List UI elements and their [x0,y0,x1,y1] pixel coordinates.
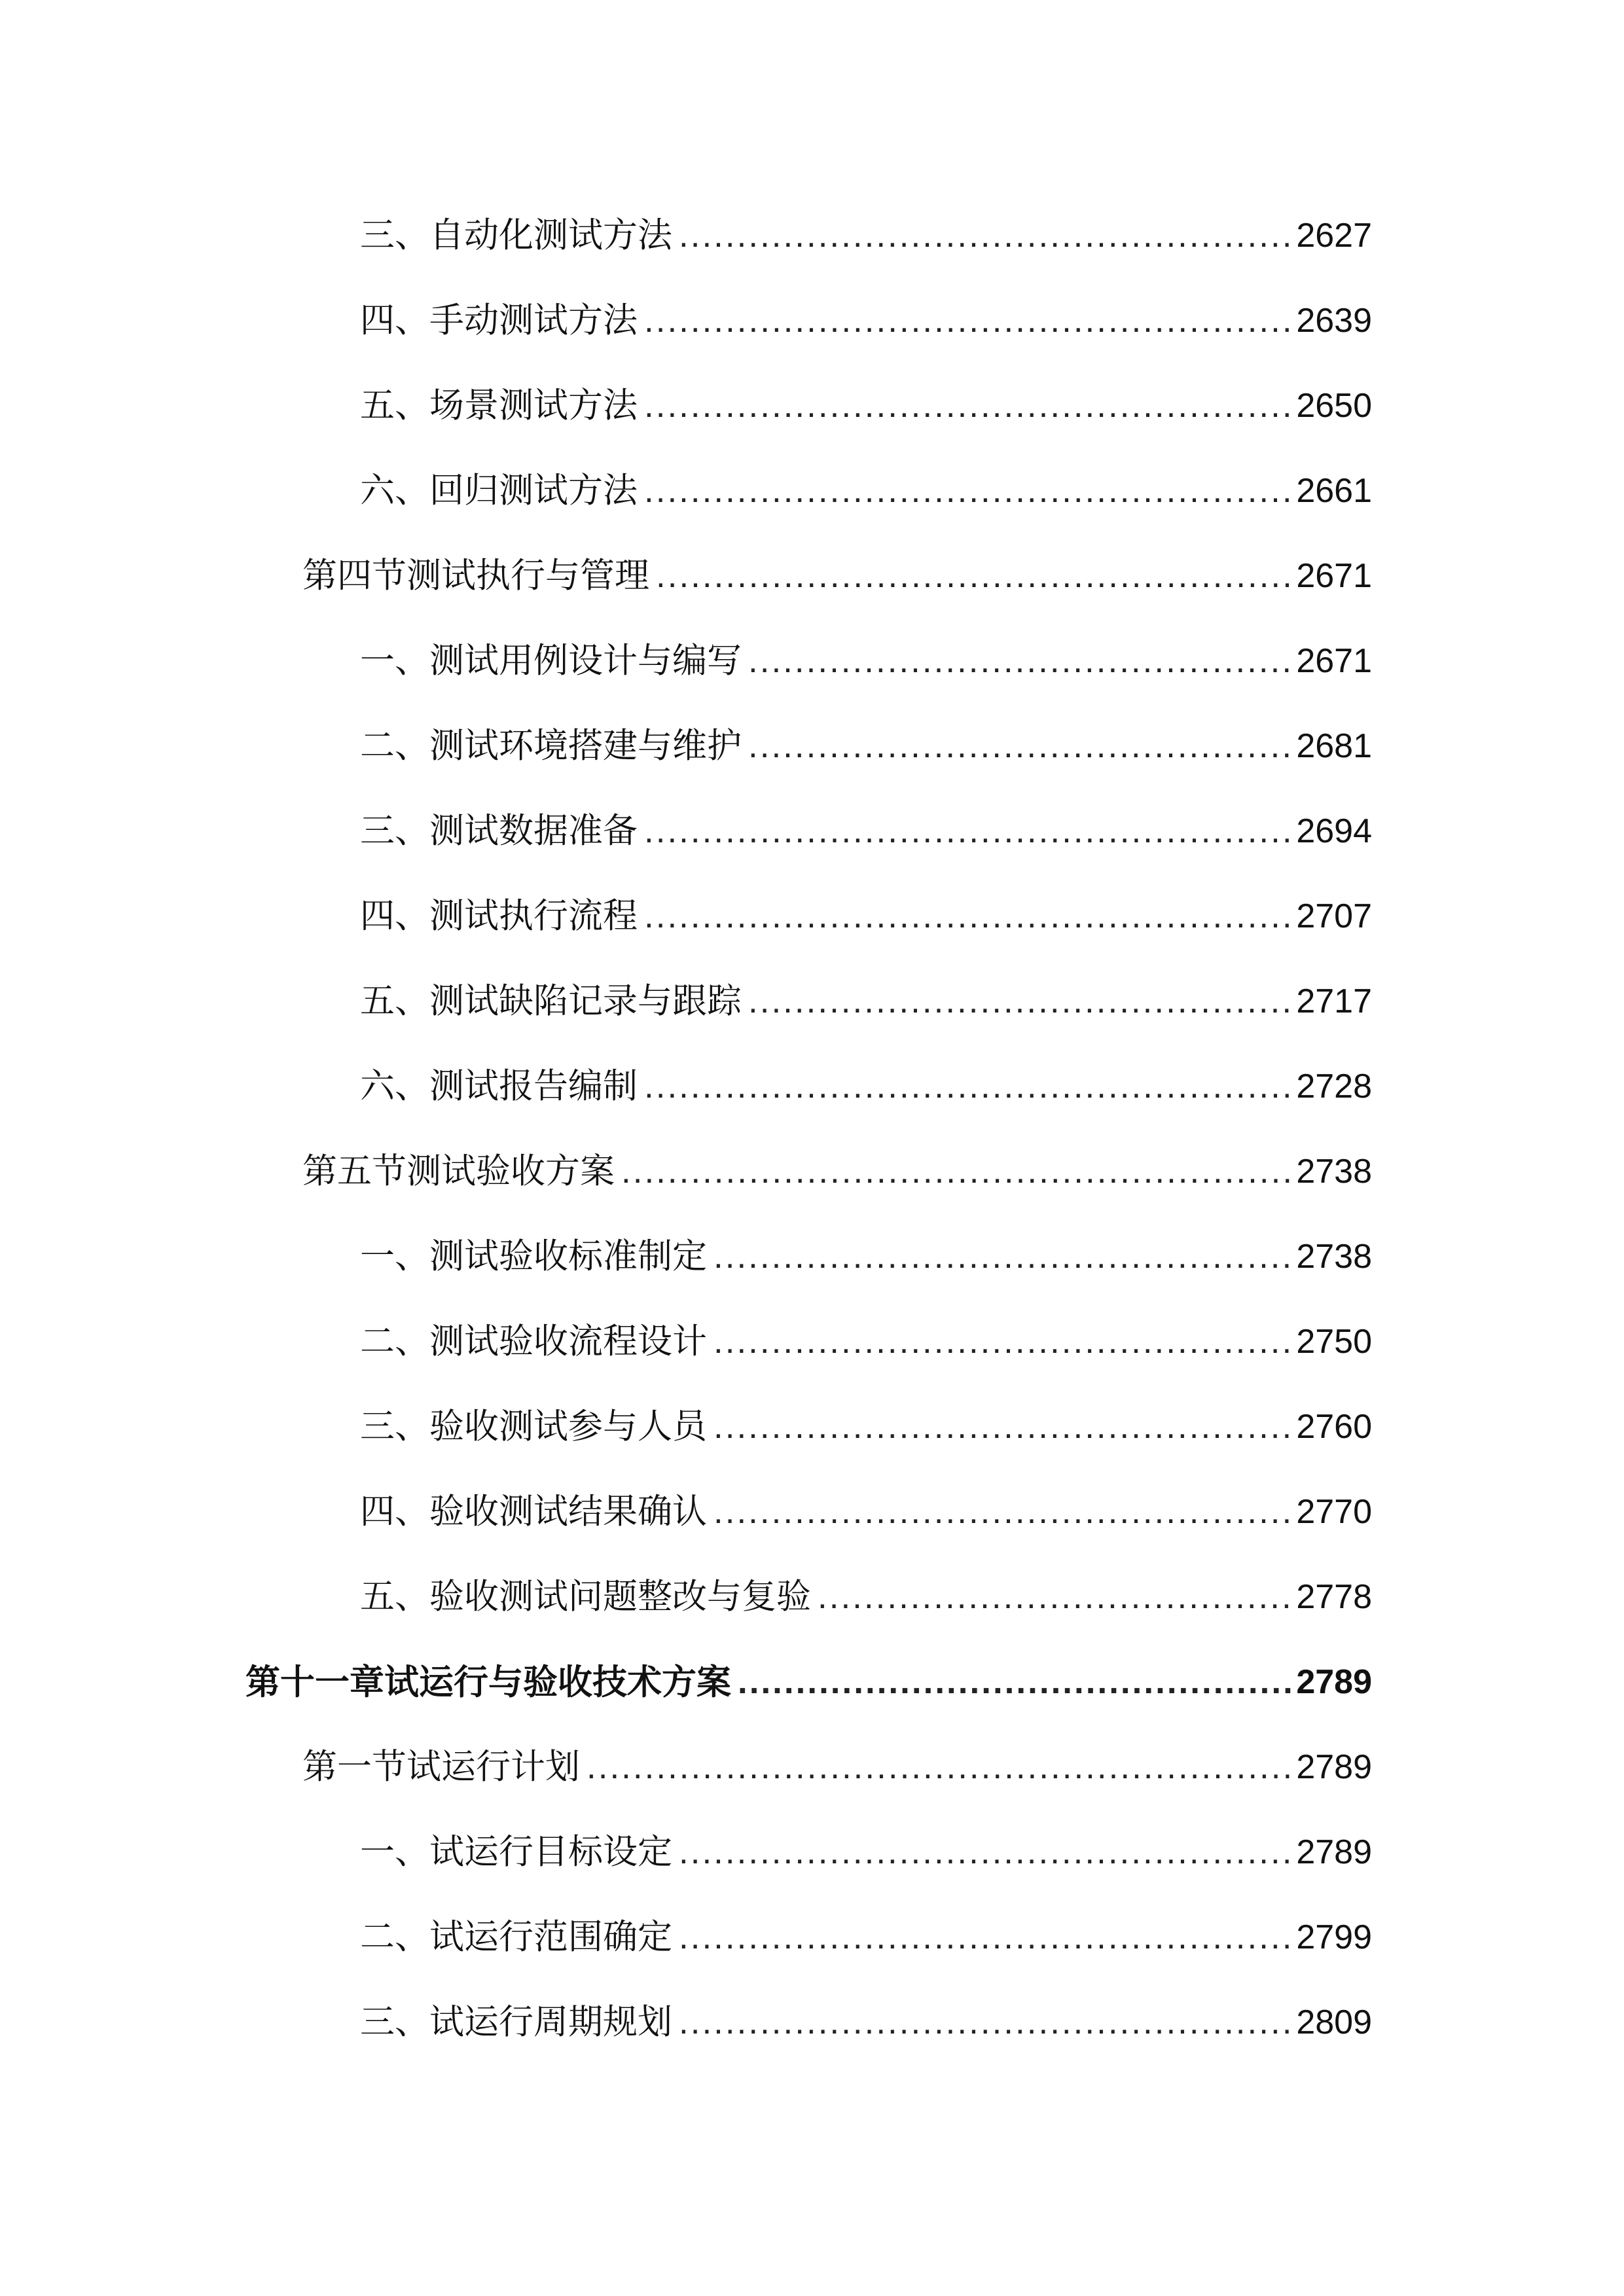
toc-page-number: 2661 [1296,472,1372,510]
toc-page-number: 2627 [1296,217,1372,255]
toc-entry-title: 六、测试报告编制 [360,1066,638,1106]
toc-dot-leader [644,1060,1291,1113]
toc-subsection-entry[interactable] [360,1571,1372,1623]
toc-entry-title: 三、自动化测试方法 [360,215,672,255]
toc-entry-title: 二、试运行范围确定 [360,1917,672,1957]
toc-page-number: 2681 [1296,727,1372,765]
toc-dot-leader [679,1826,1291,1878]
toc-subsection-entry[interactable] [360,1316,1372,1368]
toc-entry-title: 一、试运行目标设定 [360,1832,672,1872]
toc-subsection-entry[interactable] [360,1996,1372,2049]
toc-page-number: 2671 [1296,557,1372,595]
toc-dot-leader [586,1741,1291,1793]
toc-dot-leader [644,465,1291,517]
toc-page-number: 2671 [1296,642,1372,680]
toc-subsection-entry[interactable] [360,805,1372,857]
toc-page-number: 2789 [1296,1663,1372,1701]
toc-dot-leader [679,209,1291,262]
toc-entry-title: 第四节测试执行与管理 [302,556,649,596]
toc-page-number: 2717 [1296,982,1372,1020]
toc-subsection-entry[interactable] [360,1911,1372,1964]
toc-subsection-entry[interactable] [360,1826,1372,1878]
toc-entry-title: 六、回归测试方法 [360,471,638,511]
toc-page-number: 2707 [1296,897,1372,935]
toc-dot-leader [679,1996,1291,2049]
toc-subsection-entry[interactable] [360,890,1372,942]
toc-dot-leader [644,380,1291,432]
toc-entry-title: 二、测试验收流程设计 [360,1321,707,1361]
toc-page-number: 2799 [1296,1918,1372,1956]
toc-page-number: 2728 [1296,1067,1372,1105]
toc-dot-leader [713,1401,1291,1453]
toc-chapter-entry[interactable] [245,1656,1372,1708]
toc-page-number: 2738 [1296,1238,1372,1276]
toc-subsection-entry[interactable] [360,720,1372,772]
toc-dot-leader [748,975,1291,1028]
toc-page-number: 2778 [1296,1578,1372,1616]
toc-subsection-entry[interactable] [360,975,1372,1028]
toc-page-number: 2694 [1296,812,1372,850]
toc-dot-leader [644,805,1291,857]
toc-dot-leader [644,295,1291,347]
toc-entry-title: 三、试运行周期规划 [360,2002,672,2042]
toc-dot-leader [679,1911,1291,1964]
toc-subsection-entry[interactable] [360,1486,1372,1538]
toc-entry-title: 五、场景测试方法 [360,386,638,425]
toc-subsection-entry[interactable] [360,1060,1372,1113]
toc-entry-title: 一、测试验收标准制定 [360,1236,707,1276]
toc-dot-leader [713,1316,1291,1368]
toc-subsection-entry[interactable] [360,295,1372,347]
toc-page-number: 2750 [1296,1323,1372,1361]
toc-subsection-entry[interactable] [360,380,1372,432]
toc-entry-title: 五、验收测试问题整改与复验 [360,1577,811,1617]
toc-entry-title: 四、手动测试方法 [360,300,638,340]
toc-dot-leader [621,1145,1291,1198]
toc-entry-title: 第十一章试运行与验收技术方案 [245,1662,731,1702]
toc-entry-title: 第五节测试验收方案 [302,1151,615,1191]
toc-entry-title: 三、测试数据准备 [360,811,638,851]
toc-entry-title: 第一节试运行计划 [302,1747,580,1787]
toc-dot-leader [748,720,1291,772]
toc-page-number: 2809 [1296,2003,1372,2041]
toc-page-number: 2789 [1296,1748,1372,1786]
toc-entry-title: 四、验收测试结果确认 [360,1492,707,1532]
toc-dot-leader [644,890,1291,942]
toc-entry-title: 一、测试用例设计与编写 [360,641,742,681]
toc-page-number: 2738 [1296,1153,1372,1191]
toc-dot-leader [713,1230,1291,1283]
toc-dot-leader [818,1571,1291,1623]
toc-dot-leader [713,1486,1291,1538]
toc-entry-title: 三、验收测试参与人员 [360,1407,707,1446]
toc-subsection-entry[interactable] [360,1230,1372,1283]
toc-section-entry[interactable] [302,550,1372,602]
toc-page-number: 2789 [1296,1833,1372,1871]
toc-entry-title: 二、测试环境搭建与维护 [360,726,742,766]
toc-entry-title: 四、测试执行流程 [360,896,638,936]
toc-dot-leader [748,635,1291,687]
toc-page-number: 2650 [1296,387,1372,425]
toc-subsection-entry[interactable] [360,209,1372,262]
toc-page-number: 2770 [1296,1493,1372,1531]
toc-subsection-entry[interactable] [360,635,1372,687]
toc-page-number: 2639 [1296,302,1372,340]
toc-section-entry[interactable] [302,1741,1372,1793]
toc-dot-leader [656,550,1291,602]
toc-dot-leader [738,1656,1291,1708]
toc-subsection-entry[interactable] [360,1401,1372,1453]
toc-page-number: 2760 [1296,1408,1372,1446]
toc-subsection-entry[interactable] [360,465,1372,517]
toc-entry-title: 五、测试缺陷记录与跟踪 [360,981,742,1021]
toc-section-entry[interactable] [302,1145,1372,1198]
